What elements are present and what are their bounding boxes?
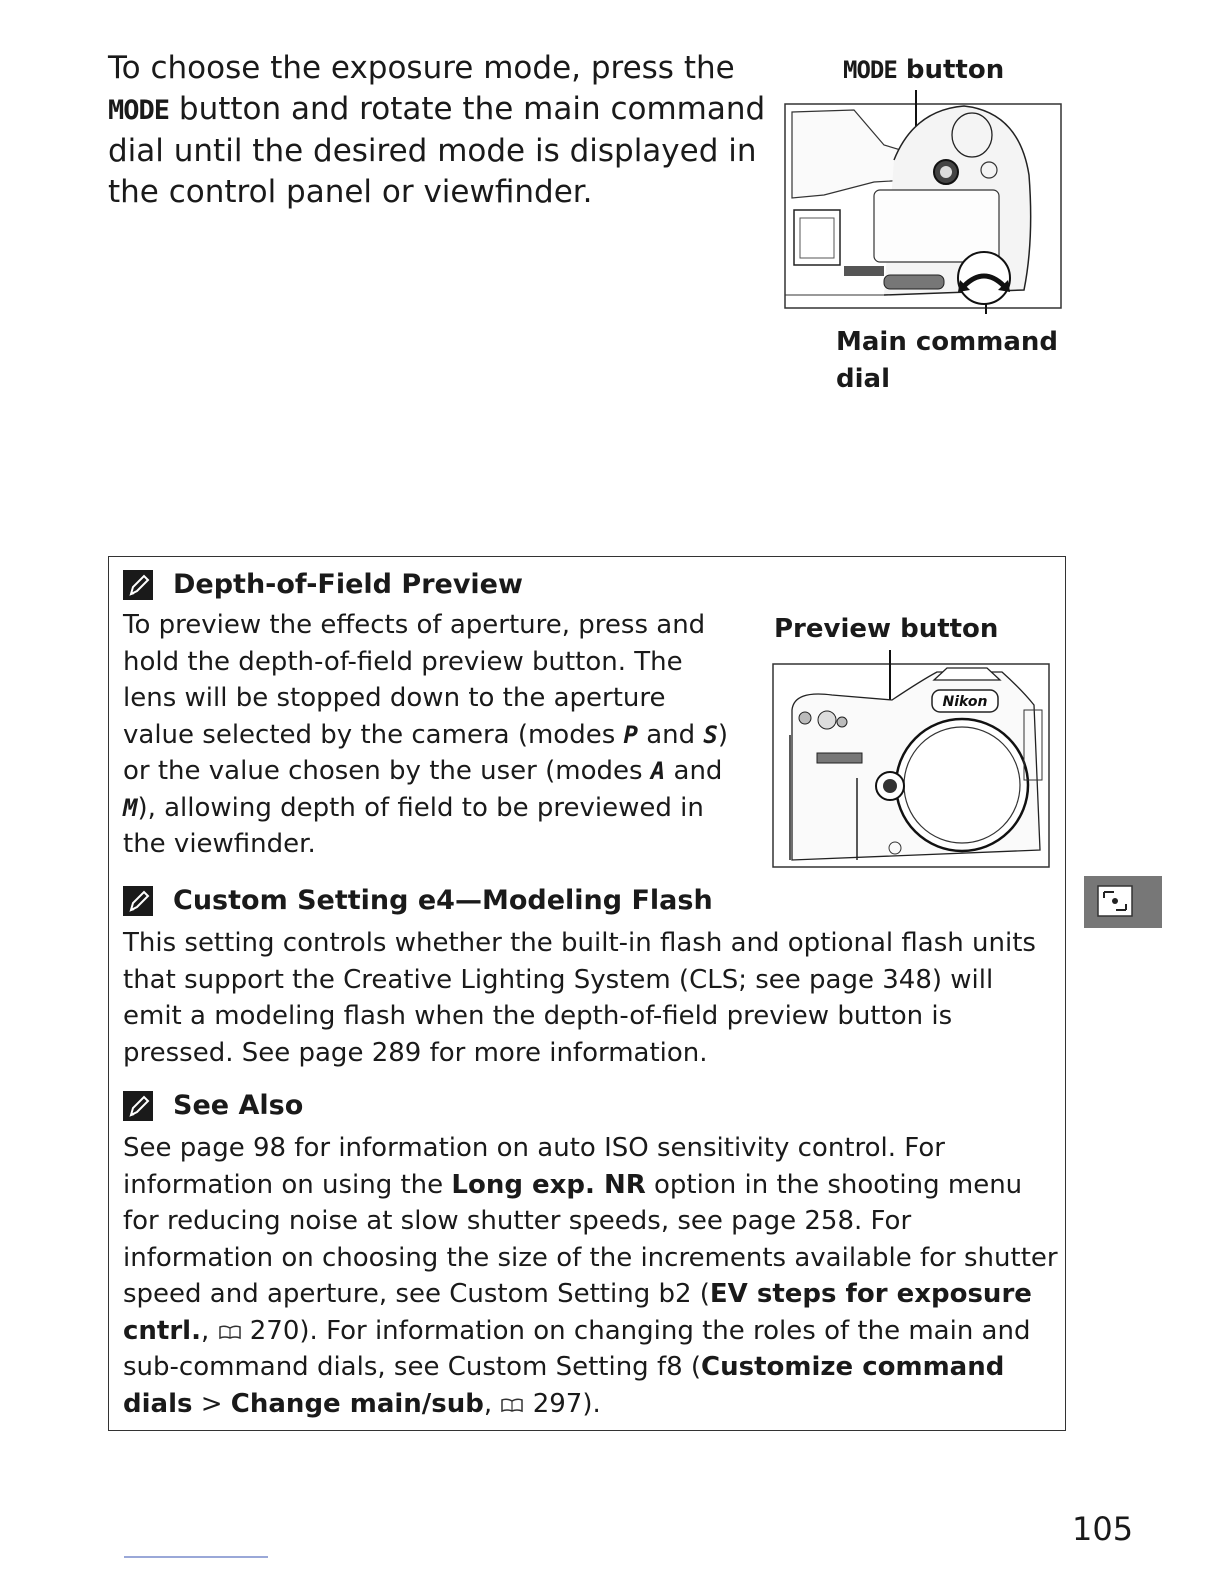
- page-ref-icon: [500, 1389, 532, 1419]
- mode-m-symbol: M: [123, 793, 138, 822]
- page-ref-icon: [218, 1316, 250, 1346]
- see-also-text-3: ,: [200, 1315, 218, 1346]
- intro-paragraph: [108, 48, 768, 213]
- preview-button-label: Preview button: [774, 614, 999, 644]
- intro-text: To choose the exposure mode, press the: [108, 50, 735, 86]
- dof-text-5: ), allowing depth of field to be previewed in the viewfinder.: [123, 792, 704, 859]
- dof-note-heading: [123, 569, 523, 600]
- mode-label-keyword: MODE: [843, 56, 897, 84]
- mode-label-suffix: button: [896, 55, 1005, 85]
- dof-text-2: and: [637, 719, 704, 750]
- see-also-ref-2: 297).: [532, 1388, 601, 1419]
- camera-top-illustration: [784, 90, 1062, 314]
- dof-note-title: Depth-of-Field Preview: [173, 569, 523, 600]
- mode-keyword: MODE: [108, 95, 170, 126]
- section-tab-marker: [1084, 876, 1162, 928]
- camera-front-illustration: [772, 650, 1050, 868]
- e4-note-title: Custom Setting e4—Modeling Flash: [173, 885, 713, 916]
- see-also-title: See Also: [173, 1090, 304, 1121]
- dof-text-3: ) or the value chosen by the user (modes: [123, 719, 729, 786]
- intro-text-cont: button and rotate the main command dial until the desired mode is displayed in the control panel or viewfinder.: [108, 91, 766, 210]
- footer-rule: [124, 1556, 268, 1558]
- dof-text-4: and: [665, 756, 723, 786]
- see-also-heading: [123, 1090, 303, 1121]
- main-command-dial-caption: Main command dial: [836, 327, 1059, 394]
- nikon-logo: Nikon: [942, 694, 988, 710]
- long-exp-nr-option: Long exp. NR: [451, 1169, 646, 1200]
- mode-a-symbol: A: [650, 757, 666, 785]
- see-also-text-5: ,: [483, 1388, 501, 1419]
- see-also-text-2: option in the shooting menu for reducing noise at slow shutter speeds, see page 258. For information on choosing the size of the increments available for shutter speed and aperture, see Custom Setting b2 (: [123, 1169, 1058, 1309]
- mode-p-symbol: P: [623, 720, 638, 749]
- e4-note-body: This setting controls whether the built-in flash and optional flash units that support the Creative Lighting System (CLS; see page 348) will emit a modeling flash when the depth-of-field preview button is pressed. See page 289 for more information.: [123, 928, 1036, 1068]
- pencil-note-icon: [123, 1091, 153, 1121]
- see-also-text-1: See page 98 for information on auto ISO sensitivity control. For information on using the: [123, 1133, 945, 1200]
- dof-text-1: To preview the effects of aperture, press and hold the depth-of-field preview button. The lens will be stopped down to the aperture value selected by the camera (modes: [123, 610, 706, 750]
- page-number: 105: [1072, 1510, 1134, 1548]
- e4-note-heading: [123, 885, 713, 916]
- see-also-ref-1: 270). For information on changing the roles of the main and sub-command dials, see Custom Setting f8 (: [123, 1315, 1031, 1382]
- see-also-text-4: >: [192, 1388, 231, 1419]
- change-main-sub-option: Change main/sub: [230, 1388, 484, 1419]
- dof-note-body: [123, 607, 743, 863]
- pencil-note-icon: [123, 886, 153, 916]
- pencil-note-icon: [123, 570, 153, 600]
- see-also-body: [123, 1130, 1058, 1422]
- ev-steps-option: EV steps for exposure cntrl.: [123, 1279, 1032, 1346]
- mode-button-label: [843, 55, 1004, 85]
- customize-command-dials-option: Customize command dials: [123, 1352, 1005, 1419]
- mode-s-symbol: S: [703, 720, 718, 749]
